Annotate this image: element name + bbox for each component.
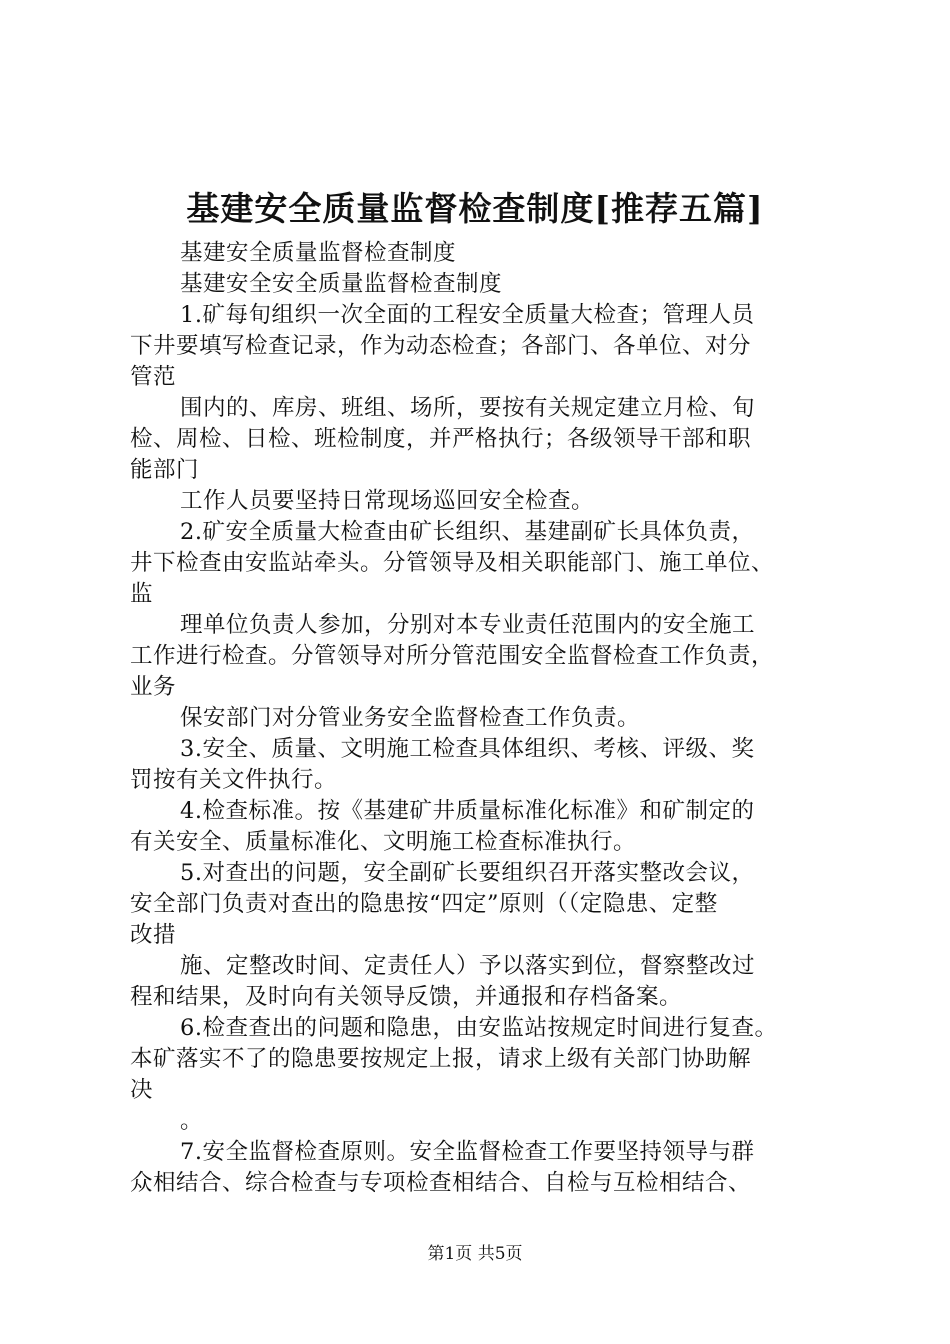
text-line: 本矿落实不了的隐患要按规定上报，请求上级有关部门协助解 — [130, 1046, 752, 1072]
text-line: 能部门 — [130, 457, 200, 483]
text-line: 理单位负责人参加，分别对本专业责任范围内的安全施工 — [180, 612, 756, 638]
text-line: 下井要填写检查记录，作为动态检查；各部门、各单位、对分 — [130, 333, 752, 359]
text-line: 围内的、库房、班组、场所，要按有关规定建立月检、旬 — [180, 395, 756, 421]
text-line: 3.安全、质量、文明施工检查具体组织、考核、评级、奖 — [180, 736, 755, 762]
text-line: 。 — [180, 1108, 204, 1134]
text-line: 2.矿安全质量大检查由矿长组织、基建副矿长具体负责， — [180, 519, 755, 545]
text-line: 决 — [130, 1077, 154, 1103]
text-line: 施、定整改时间、定责任人）予以落实到位，督察整改过 — [180, 953, 756, 979]
text-line: 工作人员要坚持日常现场巡回安全检查。 — [180, 488, 595, 514]
document-title: 基建安全质量监督检查制度[推荐五篇] — [186, 189, 764, 228]
text-line: 程和结果，及时向有关领导反馈，并通报和存档备案。 — [130, 984, 683, 1010]
text-line: 管范 — [130, 364, 177, 390]
text-line: 工作进行检查。分管领导对所分管范围安全监督检查工作负责， — [130, 643, 775, 669]
text-line: 井下检查由安监站牵头。分管领导及相关职能部门、施工单位、 — [130, 550, 775, 576]
text-line: 众相结合、综合检查与专项检查相结合、自检与互检相结合、 — [130, 1170, 752, 1196]
text-line: 改措 — [130, 922, 177, 948]
text-line: 6.检查查出的问题和隐患，由安监站按规定时间进行复查。 — [180, 1015, 778, 1041]
document-body — [130, 238, 850, 1199]
text-line: 5.对查出的问题，安全副矿长要组织召开落实整改会议， — [180, 860, 755, 886]
text-line: 罚按有关文件执行。 — [130, 767, 338, 793]
text-line: 安全部门负责对查出的隐患按“四定”原则（（定隐患、定整 — [130, 891, 718, 917]
text-line: 有关安全、质量标准化、文明施工检查标准执行。 — [130, 829, 637, 855]
text-line: 4.检查标准。按《基建矿井质量标准化标准》和矿制定的 — [180, 798, 755, 824]
text-line: 7.安全监督检查原则。安全监督检查工作要坚持领导与群 — [180, 1139, 755, 1165]
text-line: 检、周检、日检、班检制度，并严格执行；各级领导干部和职 — [130, 426, 752, 452]
page-footer: 第1页 共5页 — [427, 1244, 523, 1264]
text-line: 1.矿每旬组织一次全面的工程安全质量大检查；管理人员 — [180, 302, 755, 328]
text-line: 业务 — [130, 674, 177, 700]
text-line: 基建安全质量监督检查制度 — [180, 240, 457, 266]
text-line: 监 — [130, 581, 154, 607]
text-line: 保安部门对分管业务安全监督检查工作负责。 — [180, 705, 641, 731]
text-line: 基建安全安全质量监督检查制度 — [180, 271, 503, 297]
